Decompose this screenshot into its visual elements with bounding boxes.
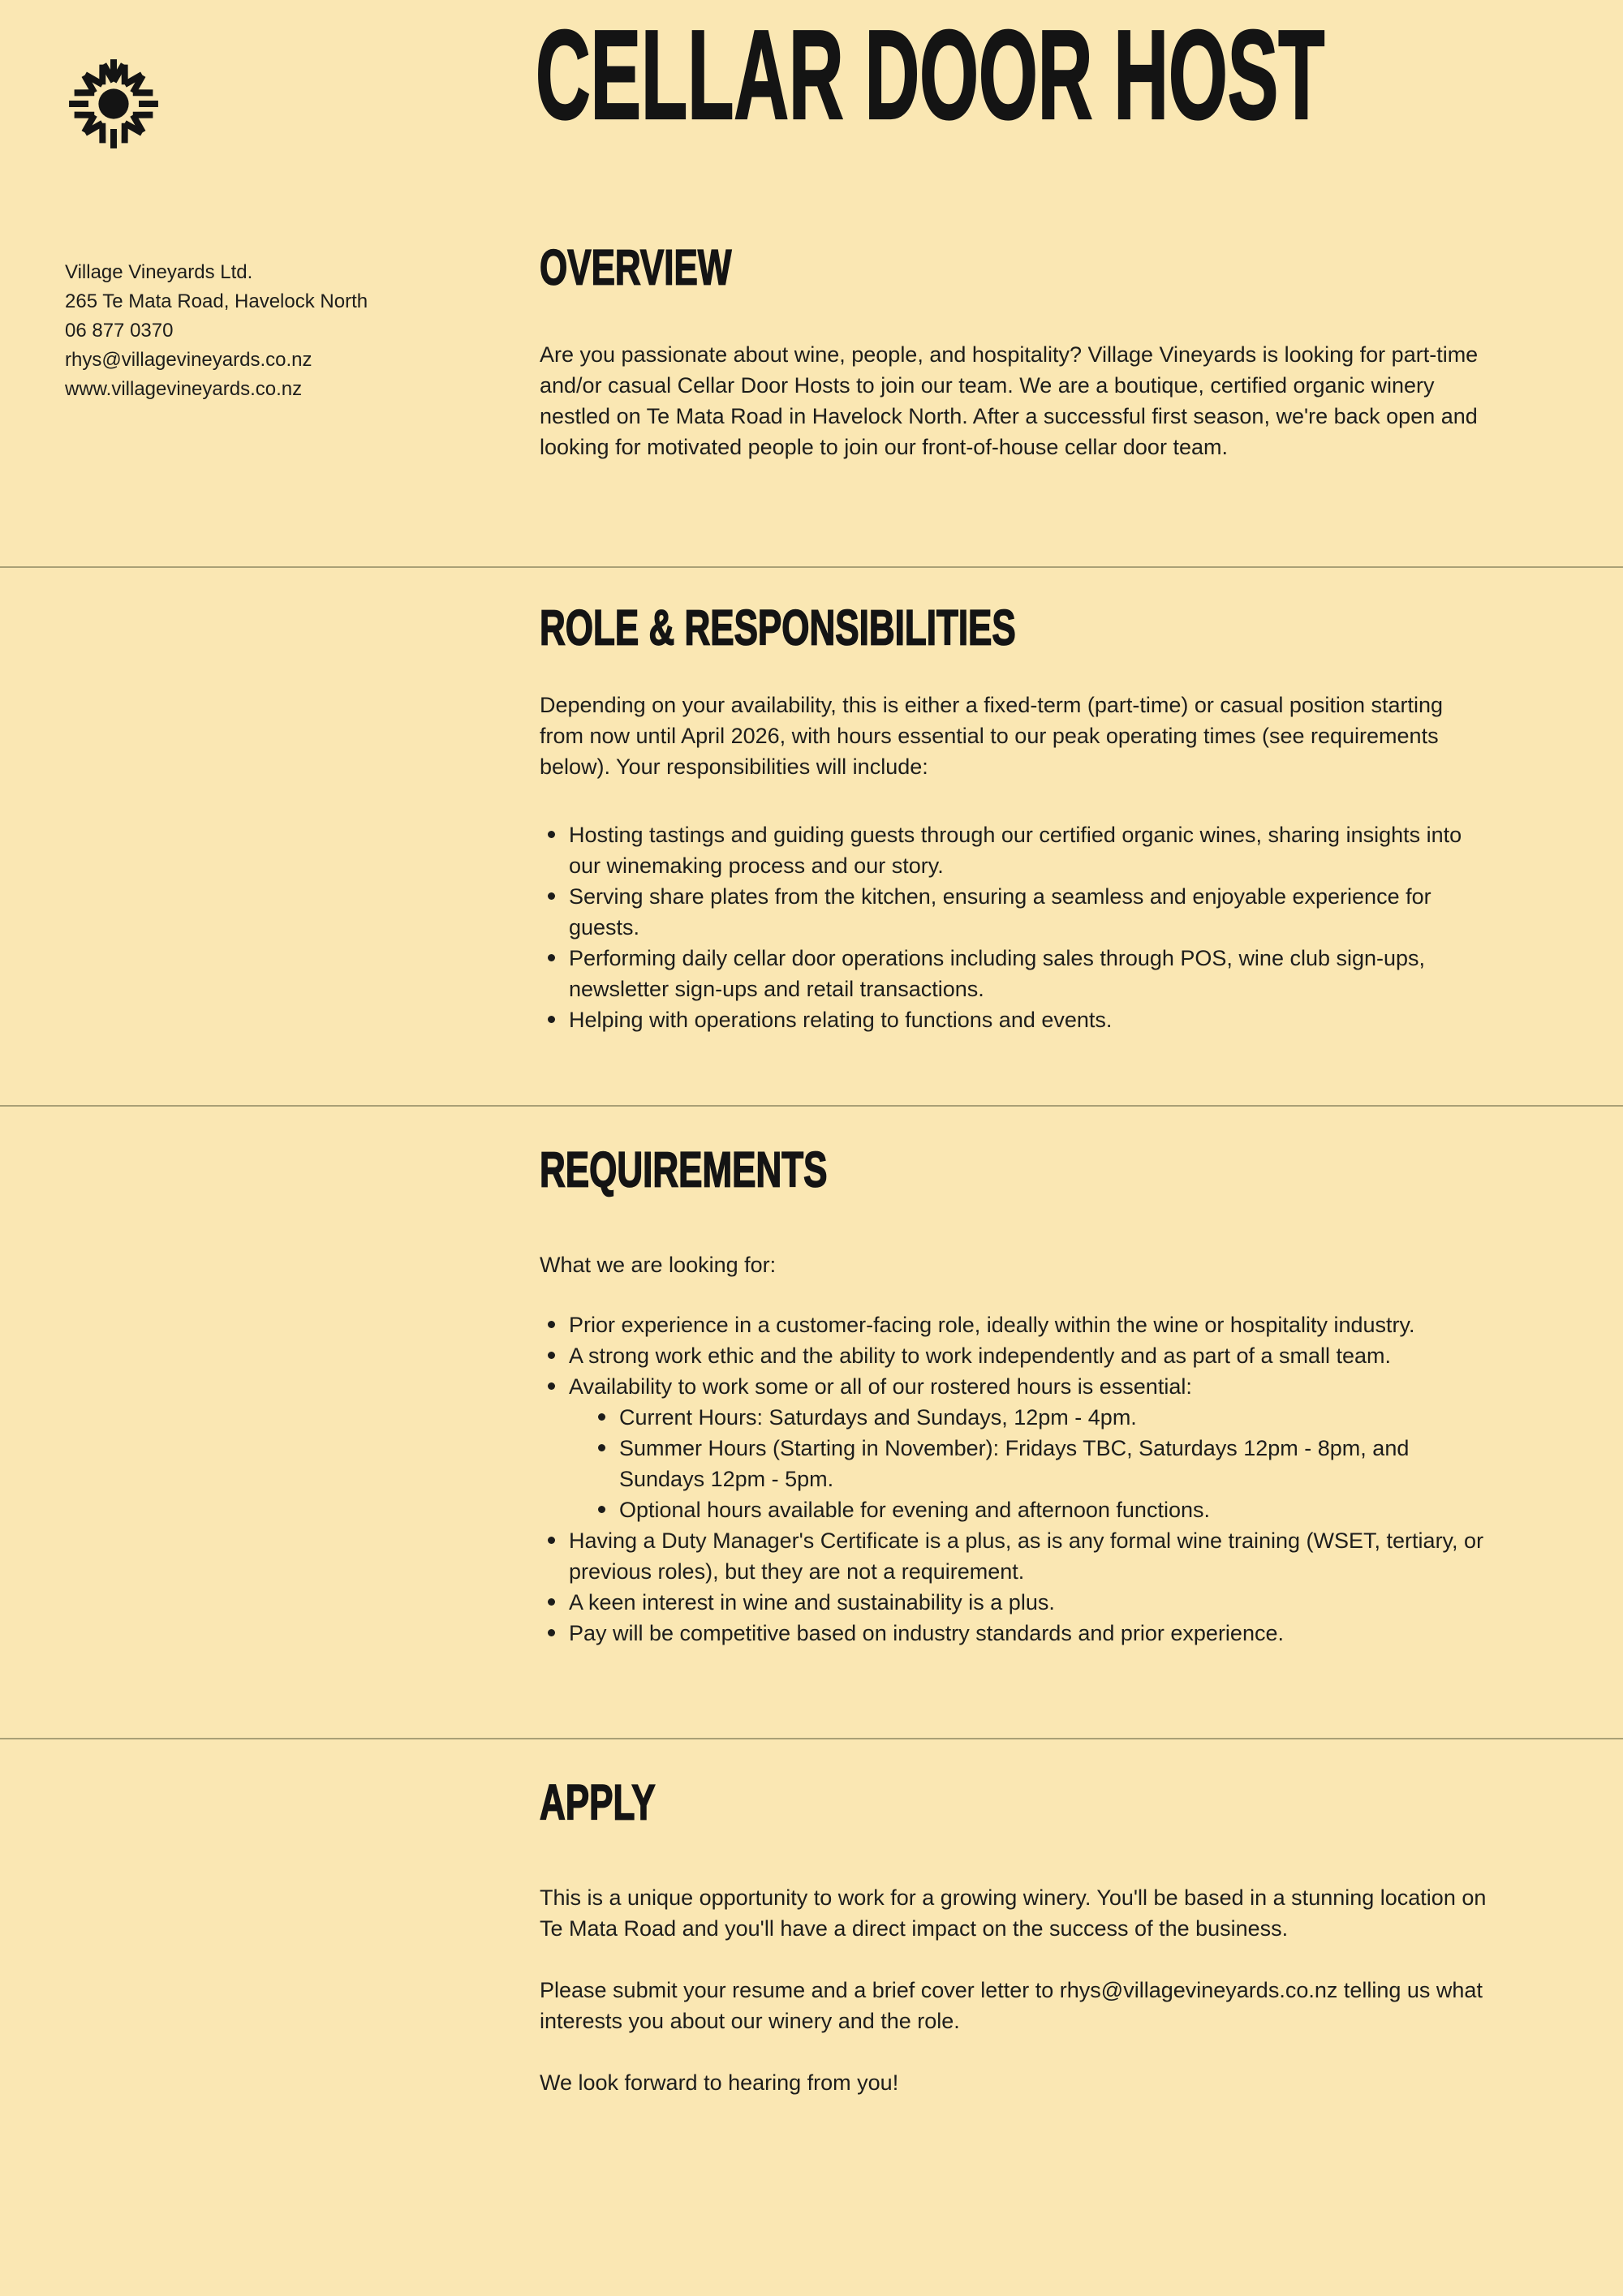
requirements-bullet-list: [540, 1309, 1489, 1649]
bullet-icon: [598, 1413, 605, 1421]
bullet-icon: [548, 1352, 555, 1359]
bullet-icon: [548, 831, 555, 838]
overview-heading: OVERVIEW: [540, 239, 732, 295]
list-item: Helping with operations relating to functions and events.: [540, 1004, 1489, 1035]
requirements-section: [0, 1105, 1623, 1739]
list-item: Availability to work some or all of our rostered hours is essential:: [540, 1371, 1489, 1402]
page-title-text: CELLAR DOOR HOST: [536, 4, 1325, 146]
list-item: Prior experience in a customer-facing role, ideally within the wine or hospitality industry.: [540, 1309, 1489, 1340]
list-item: A strong work ethic and the ability to work independently and as part of a small team.: [540, 1340, 1489, 1371]
sub-list-item: Optional hours available for evening and afternoon functions.: [590, 1494, 1489, 1525]
bullet-icon: [548, 1629, 555, 1636]
role-intro-paragraph: Depending on your availability, this is either a fixed-term (part-time) or casual position starting from now until April 2026, with hours essential to our peak operating times (see requirements below). Your responsibilities will include:: [540, 693, 1443, 779]
bullet-icon: [548, 892, 555, 900]
header-section: [0, 0, 1623, 566]
requirements-heading: REQUIREMENTS: [540, 1142, 828, 1197]
contact-phone: 06 877 0370: [65, 320, 174, 342]
contact-website: www.villagevineyards.co.nz: [65, 378, 303, 400]
list-item: Pay will be competitive based on industry standards and prior experience.: [540, 1618, 1489, 1649]
list-item: Serving share plates from the kitchen, ensuring a seamless and enjoyable experience for guests.: [540, 881, 1489, 943]
list-item: Having a Duty Manager's Certificate is a plus, as is any formal wine training (WSET, tertiary, or previous roles), but they are not a requirement.: [540, 1525, 1489, 1587]
apply-heading: APPLY: [540, 1774, 656, 1830]
apply-section: [0, 1738, 1623, 2296]
list-item: Hosting tastings and guiding guests through our certified organic wines, sharing insights into our winemaking process and our story.: [540, 819, 1489, 881]
sunburst-logo-icon: [63, 54, 164, 154]
contact-info: [65, 258, 519, 404]
sub-list-item: Current Hours: Saturdays and Sundays, 12pm - 4pm.: [590, 1402, 1489, 1433]
bullet-icon: [548, 1321, 555, 1328]
contact-company: Village Vineyards Ltd.: [65, 261, 253, 283]
bullet-icon: [548, 954, 555, 961]
bullet-icon: [598, 1506, 605, 1513]
contact-address: 265 Te Mata Road, Havelock North: [65, 290, 368, 312]
bullet-icon: [548, 1598, 555, 1606]
list-item: A keen interest in wine and sustainability is a plus.: [540, 1587, 1489, 1618]
bullet-icon: [548, 1537, 555, 1544]
overview-paragraph: Are you passionate about wine, people, and hospitality? Village Vineyards is looking for part-time and/or casual Cellar Door Hosts to join our team. We are a boutique, certified organic winery nestled on Te Mata Road in Havelock North. After a successful first season, we're back open and looking for motivated people to join our front-of-house cellar door team.: [540, 342, 1479, 459]
apply-paragraph: We look forward to hearing from you!: [540, 2070, 899, 2095]
bullet-icon: [548, 1382, 555, 1390]
page-title: [536, 4, 1623, 154]
apply-paragraph: Please submit your resume and a brief cover letter to rhys@villagevineyards.co.nz telling us what interests you about our winery and the role.: [540, 1978, 1483, 2033]
role-bullet-list: [540, 819, 1489, 1035]
contact-email: rhys@villagevineyards.co.nz: [65, 349, 312, 371]
apply-paragraph: This is a unique opportunity to work for a growing winery. You'll be based in a stunning location on Te Mata Road and you'll have a direct impact on the success of the business.: [540, 1885, 1487, 1941]
requirements-intro: What we are looking for:: [540, 1253, 777, 1277]
role-section: [0, 566, 1623, 1107]
apply-paragraphs: [540, 1882, 1489, 2098]
role-heading: ROLE & RESPONSIBILITIES: [540, 600, 1016, 656]
bullet-icon: [598, 1444, 605, 1451]
sub-list-item: Summer Hours (Starting in November): Fridays TBC, Saturdays 12pm - 8pm, and Sundays 12pm - 5pm.: [590, 1433, 1489, 1494]
list-item: Performing daily cellar door operations including sales through POS, wine club sign-ups, newsletter sign-ups and retail transactions.: [540, 943, 1489, 1004]
bullet-icon: [548, 1016, 555, 1023]
